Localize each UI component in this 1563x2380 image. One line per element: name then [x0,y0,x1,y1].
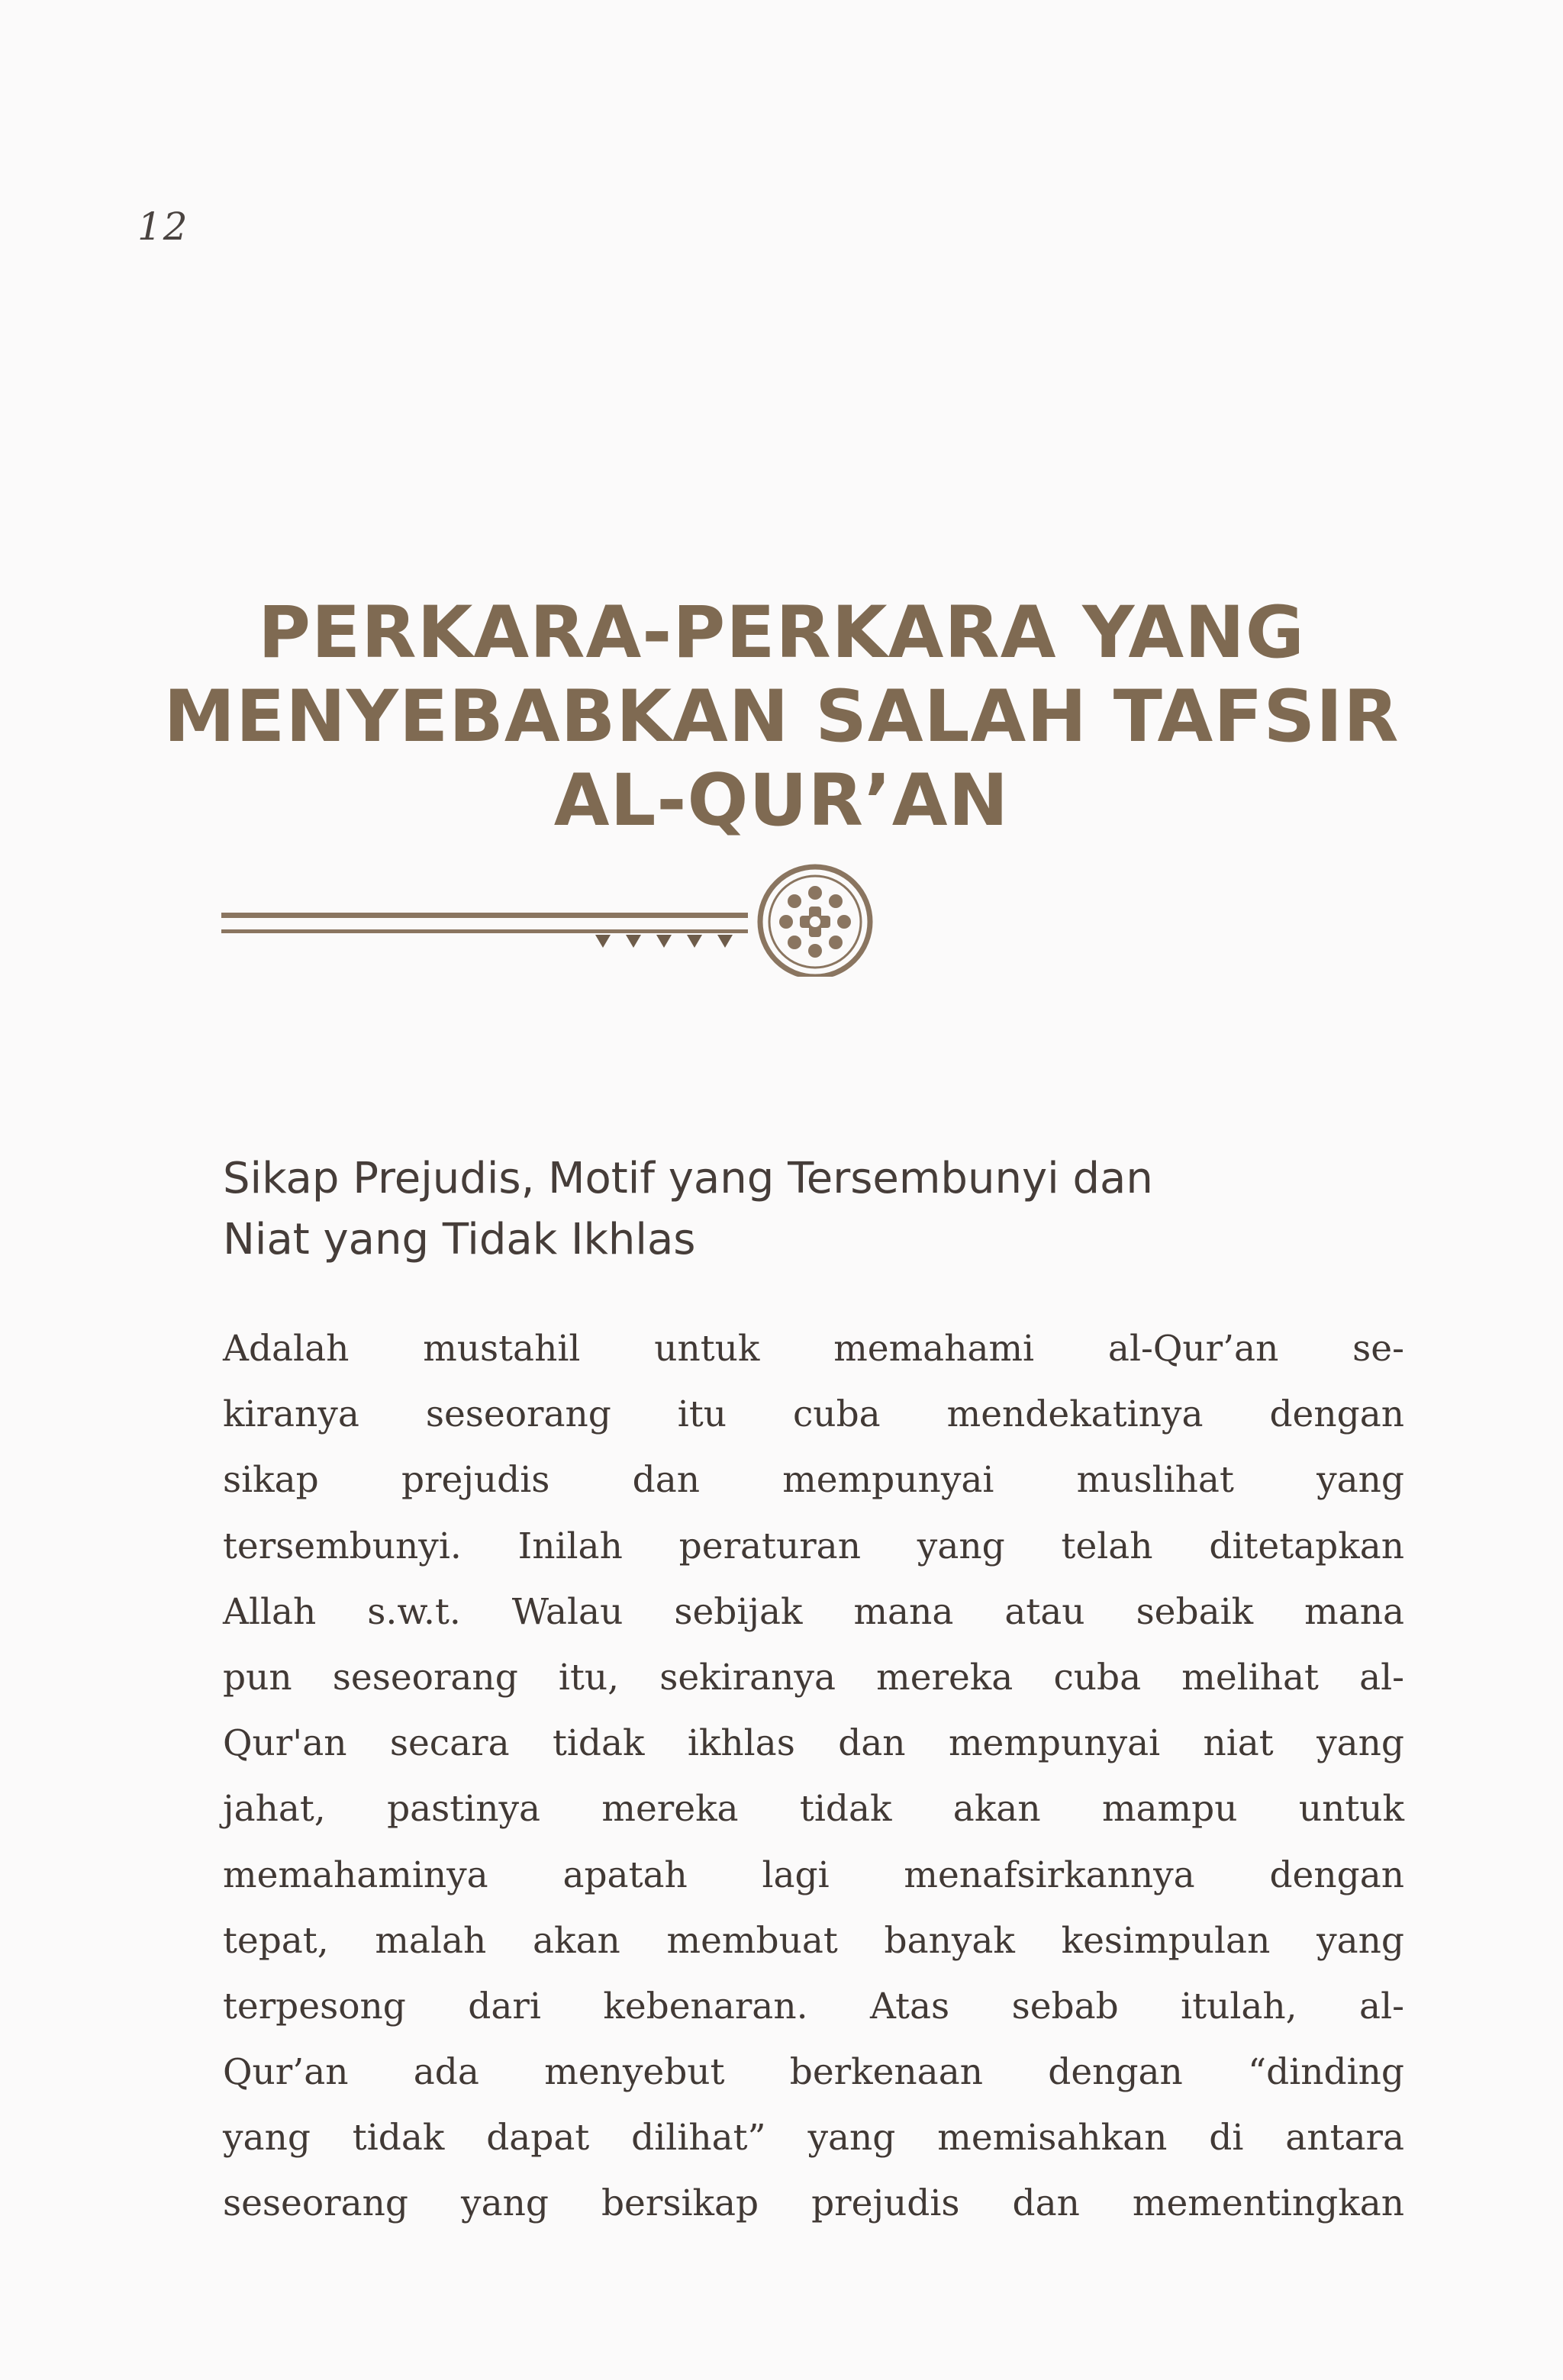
body-line: Allah s.w.t. Walau sebijak mana atau sebaik mana [223,1590,1404,1633]
body-line: tersembunyi. Inilah peraturan yang telah ditetapkan [223,1525,1404,1567]
section-heading-line: Niat yang Tidak Ikhlas [223,1215,696,1264]
body-line: kiranya seseorang itu cuba mendekatinya dengan [223,1393,1404,1436]
body-line: Adalah mustahil untuk memahami al-Qur’an se- [223,1328,1404,1370]
page-number: 12 [137,205,189,249]
body-line: seseorang yang bersikap prejudis dan mementingkan [223,2182,1404,2225]
body-line: terpesong dari kebenaran. Atas sebab itulah, al- [223,1985,1404,2027]
body-line: sikap prejudis dan mempunyai muslihat yang [223,1459,1404,1502]
chapter-title-line: AL-QUR’AN [553,759,1010,842]
body-line: jahat, pastinya mereka tidak akan mampu untuk [223,1788,1404,1831]
body-line: Qur’an ada menyebut berkenaan dengan “dinding [223,2051,1404,2094]
body-paragraph [223,1316,1404,2237]
section-heading-line: Sikap Prejudis, Motif yang Tersembunyi dan [223,1154,1153,1203]
chapter-title-line: MENYEBABKAN SALAH TAFSIR [163,675,1400,758]
body-line: tepat, malah akan membuat banyak kesimpulan yang [223,1919,1404,1962]
chapter-title-line: PERKARA-PERKARA YANG [258,591,1305,675]
chapter-title [114,591,1449,843]
rosette-divider-icon [221,862,893,977]
body-line: yang tidak dapat dilihat” yang memisahkan di antara [223,2117,1404,2159]
section-heading [223,1148,1413,1271]
body-line: pun seseorang itu, sekiranya mereka cuba melihat al- [223,1656,1404,1699]
body-line: memahaminya apatah lagi menafsirkannya dengan [223,1853,1404,1896]
body-line: Qur'an secara tidak ikhlas dan mempunyai niat yang [223,1722,1404,1765]
